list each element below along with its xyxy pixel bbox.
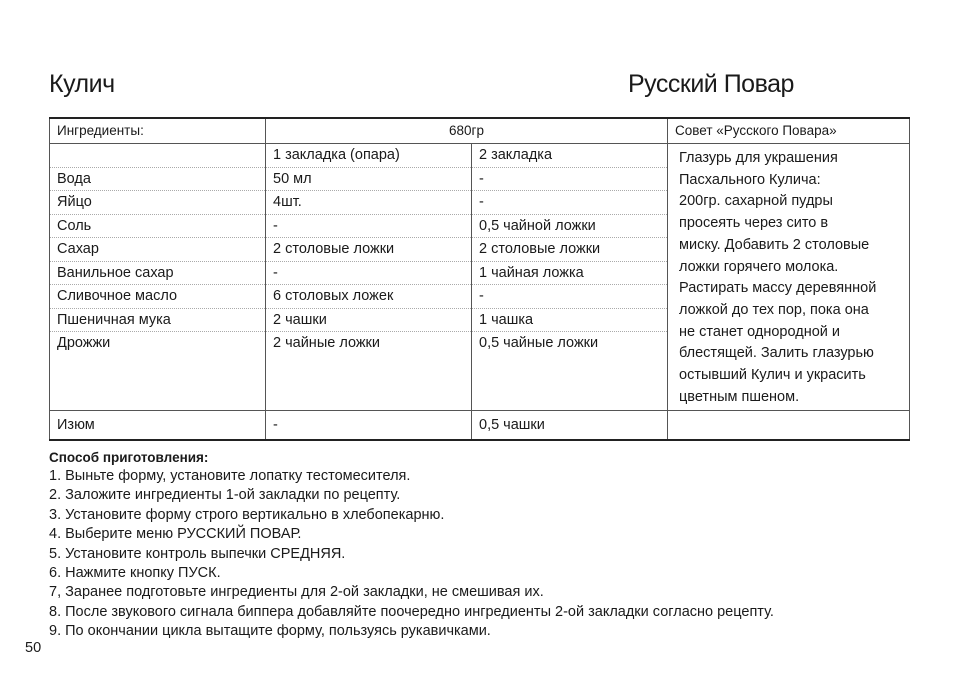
first-load-amount: - — [266, 214, 472, 238]
second-load-amount: - — [472, 167, 668, 191]
second-load-amount: 2 столовые ложки — [472, 238, 668, 262]
ingredient-name — [50, 144, 266, 168]
ingredient-name: Сливочное масло — [50, 285, 266, 309]
ingredient-name: Сахар — [50, 238, 266, 262]
empty-cell — [50, 355, 266, 411]
advice-line: ложкой до тех пор, пока она — [679, 301, 869, 318]
advice-line: блестящей. Залить глазурью — [679, 345, 874, 362]
first-load-amount: 2 чашки — [266, 308, 472, 332]
method-step: 6. Нажмите кнопку ПУСК. — [49, 565, 221, 582]
ingredient-name: Соль — [50, 214, 266, 238]
first-load-amount: - — [266, 410, 472, 440]
table-header-row — [50, 118, 910, 144]
first-load-amount: 2 столовые ложки — [266, 238, 472, 262]
first-load-header: 1 закладка (опара) — [266, 144, 472, 168]
first-load-amount: 6 столовых ложек — [266, 285, 472, 309]
advice-line: просеять через сито в — [679, 215, 829, 232]
advice-line: Глазурь для украшения — [679, 150, 838, 166]
first-load-amount: 50 мл — [266, 167, 472, 191]
method-step: 8. После звукового сигнала биппера добавляйте поочередно ингредиенты 2-ой закладки согласно рецепту. — [49, 603, 774, 620]
method-step: 9. По окончании цикла вытащите форму, пользуясь рукавичками. — [49, 623, 491, 640]
advice-text — [668, 144, 910, 411]
ingredients-table — [49, 117, 910, 441]
ingredient-name: Ванильное сахар — [50, 261, 266, 285]
advice-line: цветным пшеном. — [679, 388, 800, 405]
method-step: 4. Выберите меню РУССКИЙ ПОВАР. — [49, 526, 302, 543]
weight-header: 680гр — [266, 118, 668, 144]
second-load-header: 2 закладка — [472, 144, 668, 168]
second-load-amount: - — [472, 285, 668, 309]
ingredient-name: Яйцо — [50, 191, 266, 215]
ingredients-header: Ингредиенты: — [50, 118, 266, 144]
method-step: 5. Установите контроль выпечки СРЕДНЯЯ. — [49, 545, 346, 562]
ingredient-name: Изюм — [50, 410, 266, 440]
ingredient-name: Дрожжи — [50, 332, 266, 355]
advice-line: остывший Кулич и украсить — [679, 367, 866, 384]
program-title: Русский Повар — [628, 70, 794, 98]
advice-line: 200гр. сахарной пудры — [679, 193, 833, 210]
empty-cell — [472, 355, 668, 411]
second-load-amount: 1 чашка — [472, 308, 668, 332]
empty-cell — [266, 355, 472, 411]
advice-header: Совет «Русского Повара» — [668, 118, 910, 144]
advice-line: миску. Добавить 2 столовые — [679, 236, 870, 253]
advice-line: ложки горячего молока. — [679, 258, 839, 275]
table-row — [50, 144, 910, 168]
advice-line: Растирать массу деревянной — [679, 280, 877, 297]
second-load-amount: - — [472, 191, 668, 215]
method-steps — [49, 467, 774, 642]
page-number: 50 — [25, 640, 42, 656]
first-load-amount: - — [266, 261, 472, 285]
table-row — [50, 410, 910, 440]
method-step: 3. Установите форму строго вертикально в хлебопекарню. — [49, 506, 445, 523]
second-load-amount: 0,5 чайной ложки — [472, 214, 668, 238]
second-load-amount: 1 чайная ложка — [472, 261, 668, 285]
ingredient-name: Вода — [50, 167, 266, 191]
advice-line: не станет однородной и — [679, 323, 841, 340]
method-step: 1. Выньте форму, установите лопатку тестомесителя. — [49, 468, 411, 484]
method-step: 2. Заложите ингредиенты 1-ой закладки по рецепту. — [49, 487, 401, 504]
first-load-amount: 4шт. — [266, 191, 472, 215]
recipe-title: Кулич — [49, 70, 115, 98]
method-step: 7, Заранее подготовьте ингредиенты для 2-ой закладки, не смешивая их. — [49, 584, 544, 601]
empty-cell — [668, 410, 910, 440]
ingredient-name: Пшеничная мука — [50, 308, 266, 332]
advice-line: Пасхального Кулича: — [679, 171, 821, 188]
second-load-amount: 0,5 чайные ложки — [472, 332, 668, 355]
first-load-amount: 2 чайные ложки — [266, 332, 472, 355]
second-load-amount: 0,5 чашки — [472, 410, 668, 440]
method-title: Способ приготовления: — [49, 450, 209, 465]
